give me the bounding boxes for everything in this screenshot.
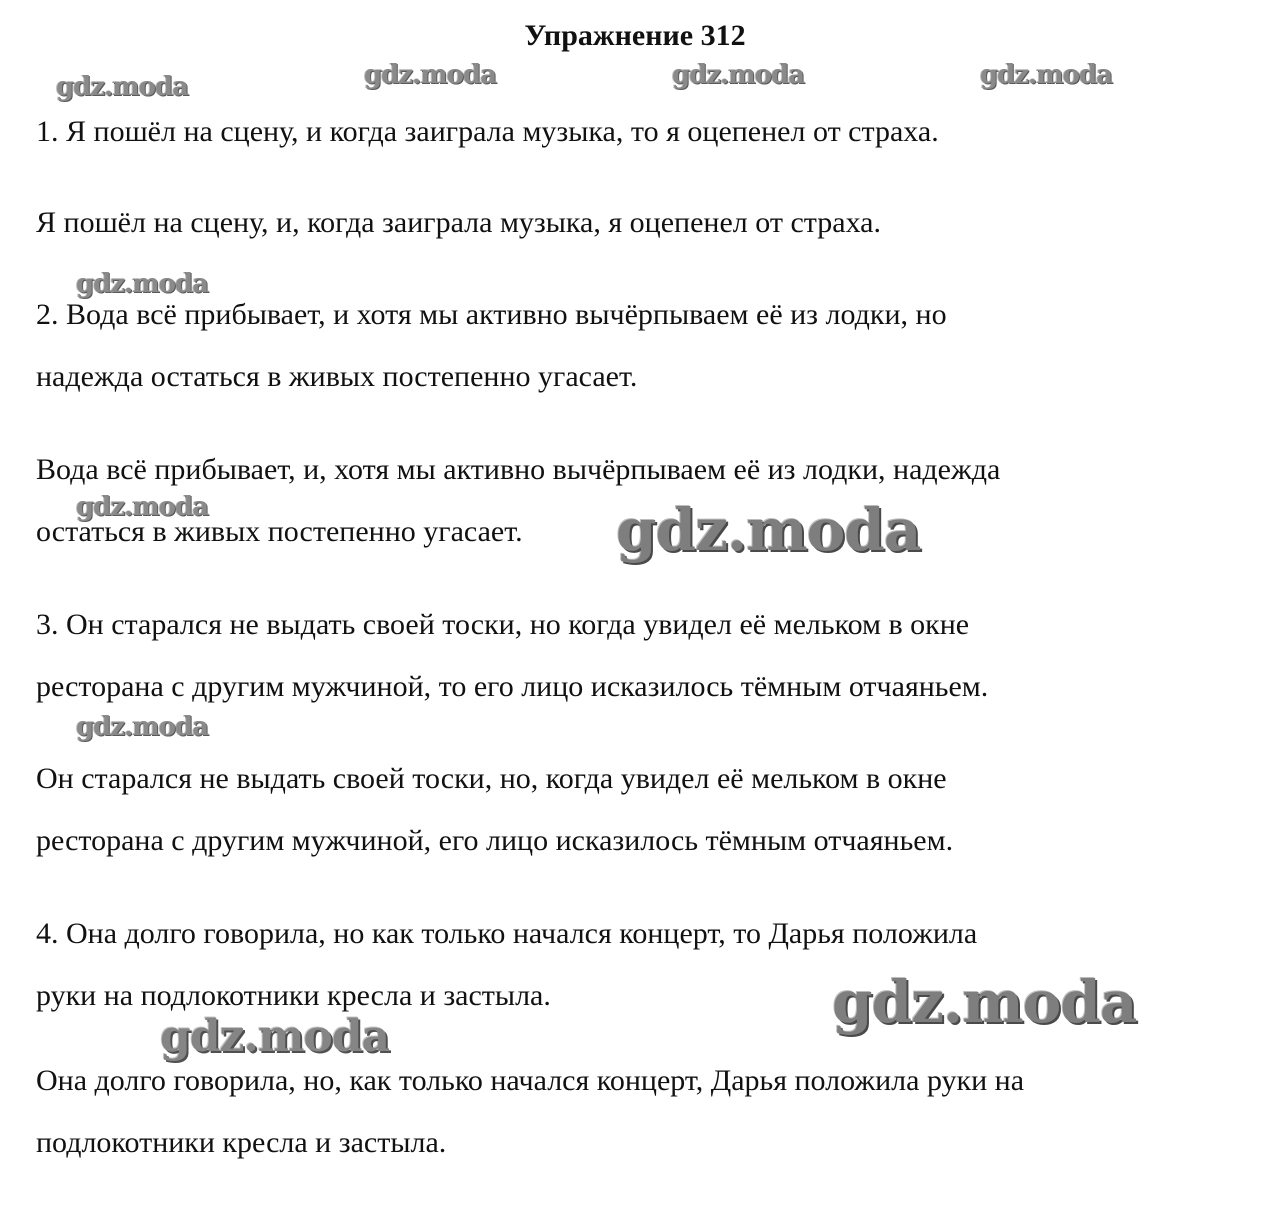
watermark: gdz.moda xyxy=(76,712,209,742)
watermark: gdz.moda xyxy=(672,60,805,90)
watermark: gdz.moda xyxy=(980,60,1113,90)
text-line: руки на подлокотники кресла и застыла. xyxy=(36,979,551,1012)
text-line: остаться в живых постепенно угасает. xyxy=(36,515,523,548)
text-line: подлокотники кресла и застыла. xyxy=(36,1126,447,1159)
text-line: надежда остаться в живых постепенно угасает. xyxy=(36,360,638,393)
text-line: Она долго говорила, но, как только начался концерт, Дарья положила руки на xyxy=(36,1064,1025,1097)
watermark: gdz.moda xyxy=(616,496,921,564)
text-line: Я пошёл на сцену, и, когда заиграла музыка, я оцепенел от страха. xyxy=(36,206,881,239)
text-line: ресторана с другим мужчиной, его лицо исказилось тёмным отчаяньем. xyxy=(36,824,954,857)
text-line: Вода всё прибывает, и, хотя мы активно вычёрпываем её из лодки, надежда xyxy=(36,453,1001,486)
watermark: gdz.moda xyxy=(76,269,209,299)
text-line: 3. Он старался не выдать своей тоски, но когда увидел её мельком в окне xyxy=(36,608,970,641)
watermark: gdz.moda xyxy=(832,968,1137,1036)
watermark: gdz.moda xyxy=(56,72,189,102)
text-line: 1. Я пошёл на сцену, и когда заиграла музыка, то я оцепенел от страха. xyxy=(36,115,939,148)
text-line: 2. Вода всё прибывает, и хотя мы активно вычёрпываем её из лодки, но xyxy=(36,298,947,331)
text-line: ресторана с другим мужчиной, то его лицо исказилось тёмным отчаяньем. xyxy=(36,670,989,703)
page-title: Упражнение 312 xyxy=(524,19,746,52)
watermark: gdz.moda xyxy=(76,492,209,522)
watermark: gdz.moda xyxy=(160,1011,390,1062)
text-line: Он старался не выдать своей тоски, но, когда увидел её мельком в окне xyxy=(36,762,947,795)
watermark: gdz.moda xyxy=(364,60,497,90)
text-line: 4. Она долго говорила, но как только начался концерт, то Дарья положила xyxy=(36,917,978,950)
